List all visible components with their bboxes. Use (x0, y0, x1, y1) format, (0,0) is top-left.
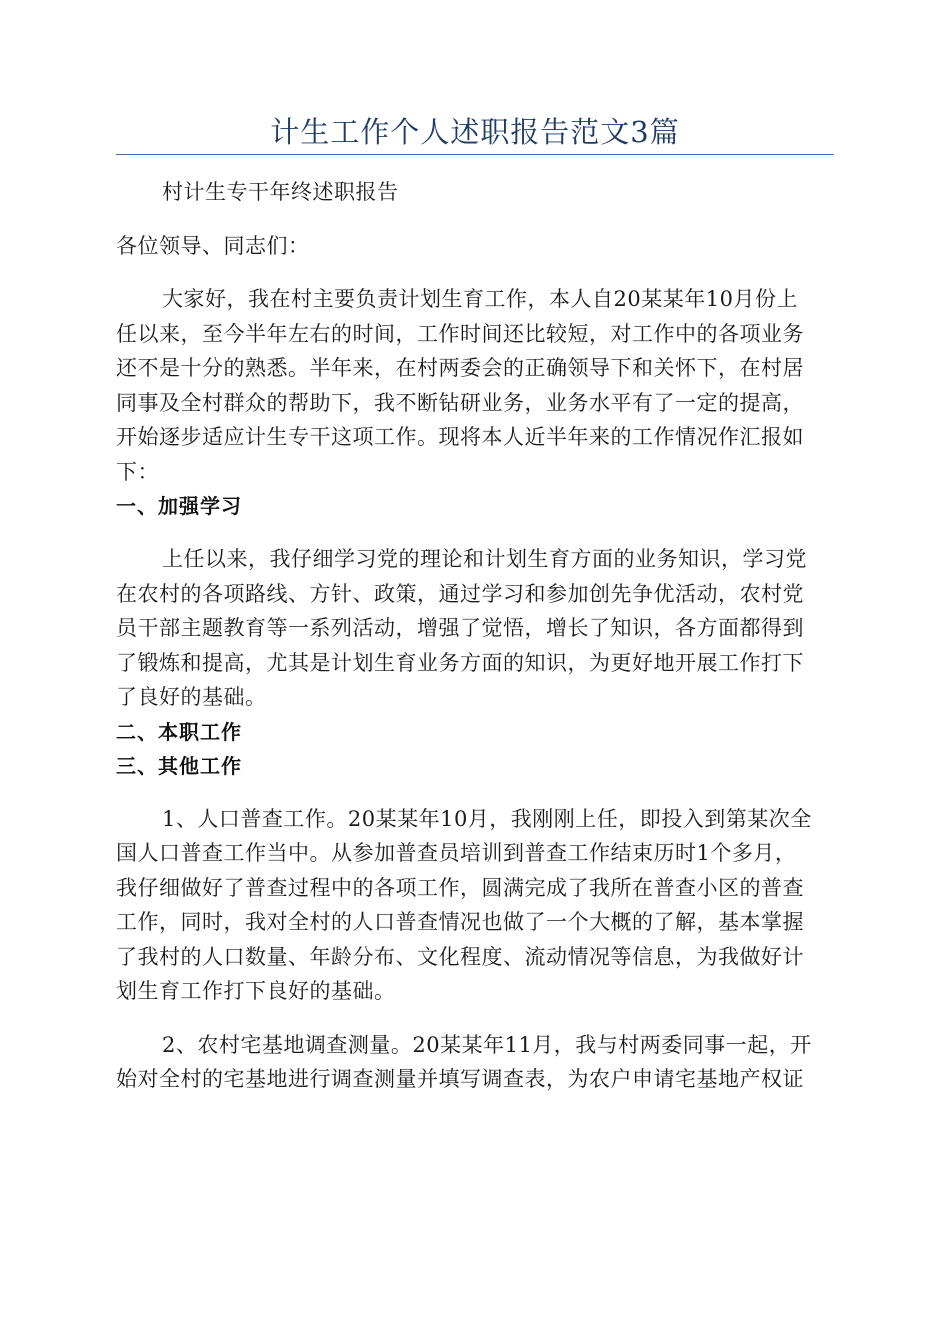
study-paragraph (116, 542, 836, 715)
section-heading-other: 三、其他工作 (116, 753, 242, 778)
intro-line: 下： (116, 459, 159, 484)
title-underline (116, 154, 834, 155)
homestead-line: 2、农村宅基地调查测量。20某某年11月，我与村两委同事一起，开 (162, 1032, 812, 1057)
homestead-line: 始对全村的宅基地进行调查测量并填写调查表，为农户申请宅基地产权证 (116, 1067, 804, 1091)
section-heading-study: 一、加强学习 (116, 494, 242, 518)
salutation: 各位领导、同志们： (116, 233, 310, 258)
document-body (116, 175, 836, 1097)
census-line: 我仔细做好了普查过程中的各项工作，圆满完成了我所在普查小区的普查 (116, 875, 804, 900)
census-line: 了我村的人口数量、年龄分布、文化程度、流动情况等信息，为我做好计 (116, 944, 804, 969)
homestead-paragraph (116, 1028, 836, 1097)
study-line: 了锻炼和提高，尤其是计划生育业务方面的知识，为更好地开展工作打下 (116, 650, 804, 675)
study-line: 员干部主题教育等一系列活动，增强了觉悟，增长了知识，各方面都得到 (116, 616, 804, 640)
intro-line: 任以来，至今半年左右的时间，工作时间还比较短，对工作中的各项业务 (116, 321, 804, 346)
study-line: 上任以来，我仔细学习党的理论和计划生育方面的业务知识，学习党 (162, 547, 807, 571)
study-line: 了良好的基础。 (116, 685, 267, 709)
intro-paragraph (116, 282, 836, 489)
intro-line: 同事及全村群众的帮助下，我不断钻研业务，业务水平有了一定的提高， (116, 390, 804, 415)
census-paragraph (116, 802, 836, 1009)
census-line: 1、人口普查工作。20某某年10月，我刚刚上任，即投入到第某次全 (162, 806, 812, 831)
study-line: 在农村的各项路线、方针、政策，通过学习和参加创先争优活动，农村党 (116, 581, 804, 606)
document-title: 计生工作个人述职报告范文3篇 (270, 115, 680, 149)
document-subtitle: 村计生专干年终述职报告 (162, 180, 399, 204)
intro-line: 大家好，我在村主要负责计划生育工作，本人自20某某年10月份上 (162, 287, 798, 311)
intro-line: 还不是十分的熟悉。半年来，在村两委会的正确领导下和关怀下，在村居 (116, 356, 804, 380)
census-line: 国人口普查工作当中。从参加普查员培训到普查工作结束历时1个多月， (116, 841, 797, 865)
intro-line: 开始逐步适应计生专干这项工作。现将本人近半年来的工作情况作汇报如 (116, 425, 804, 449)
census-line: 工作，同时，我对全村的人口普查情况也做了一个大概的了解，基本掌握 (116, 910, 804, 934)
census-line: 划生育工作打下良好的基础。 (116, 979, 396, 1003)
section-heading-duties: 二、本职工作 (116, 719, 242, 744)
